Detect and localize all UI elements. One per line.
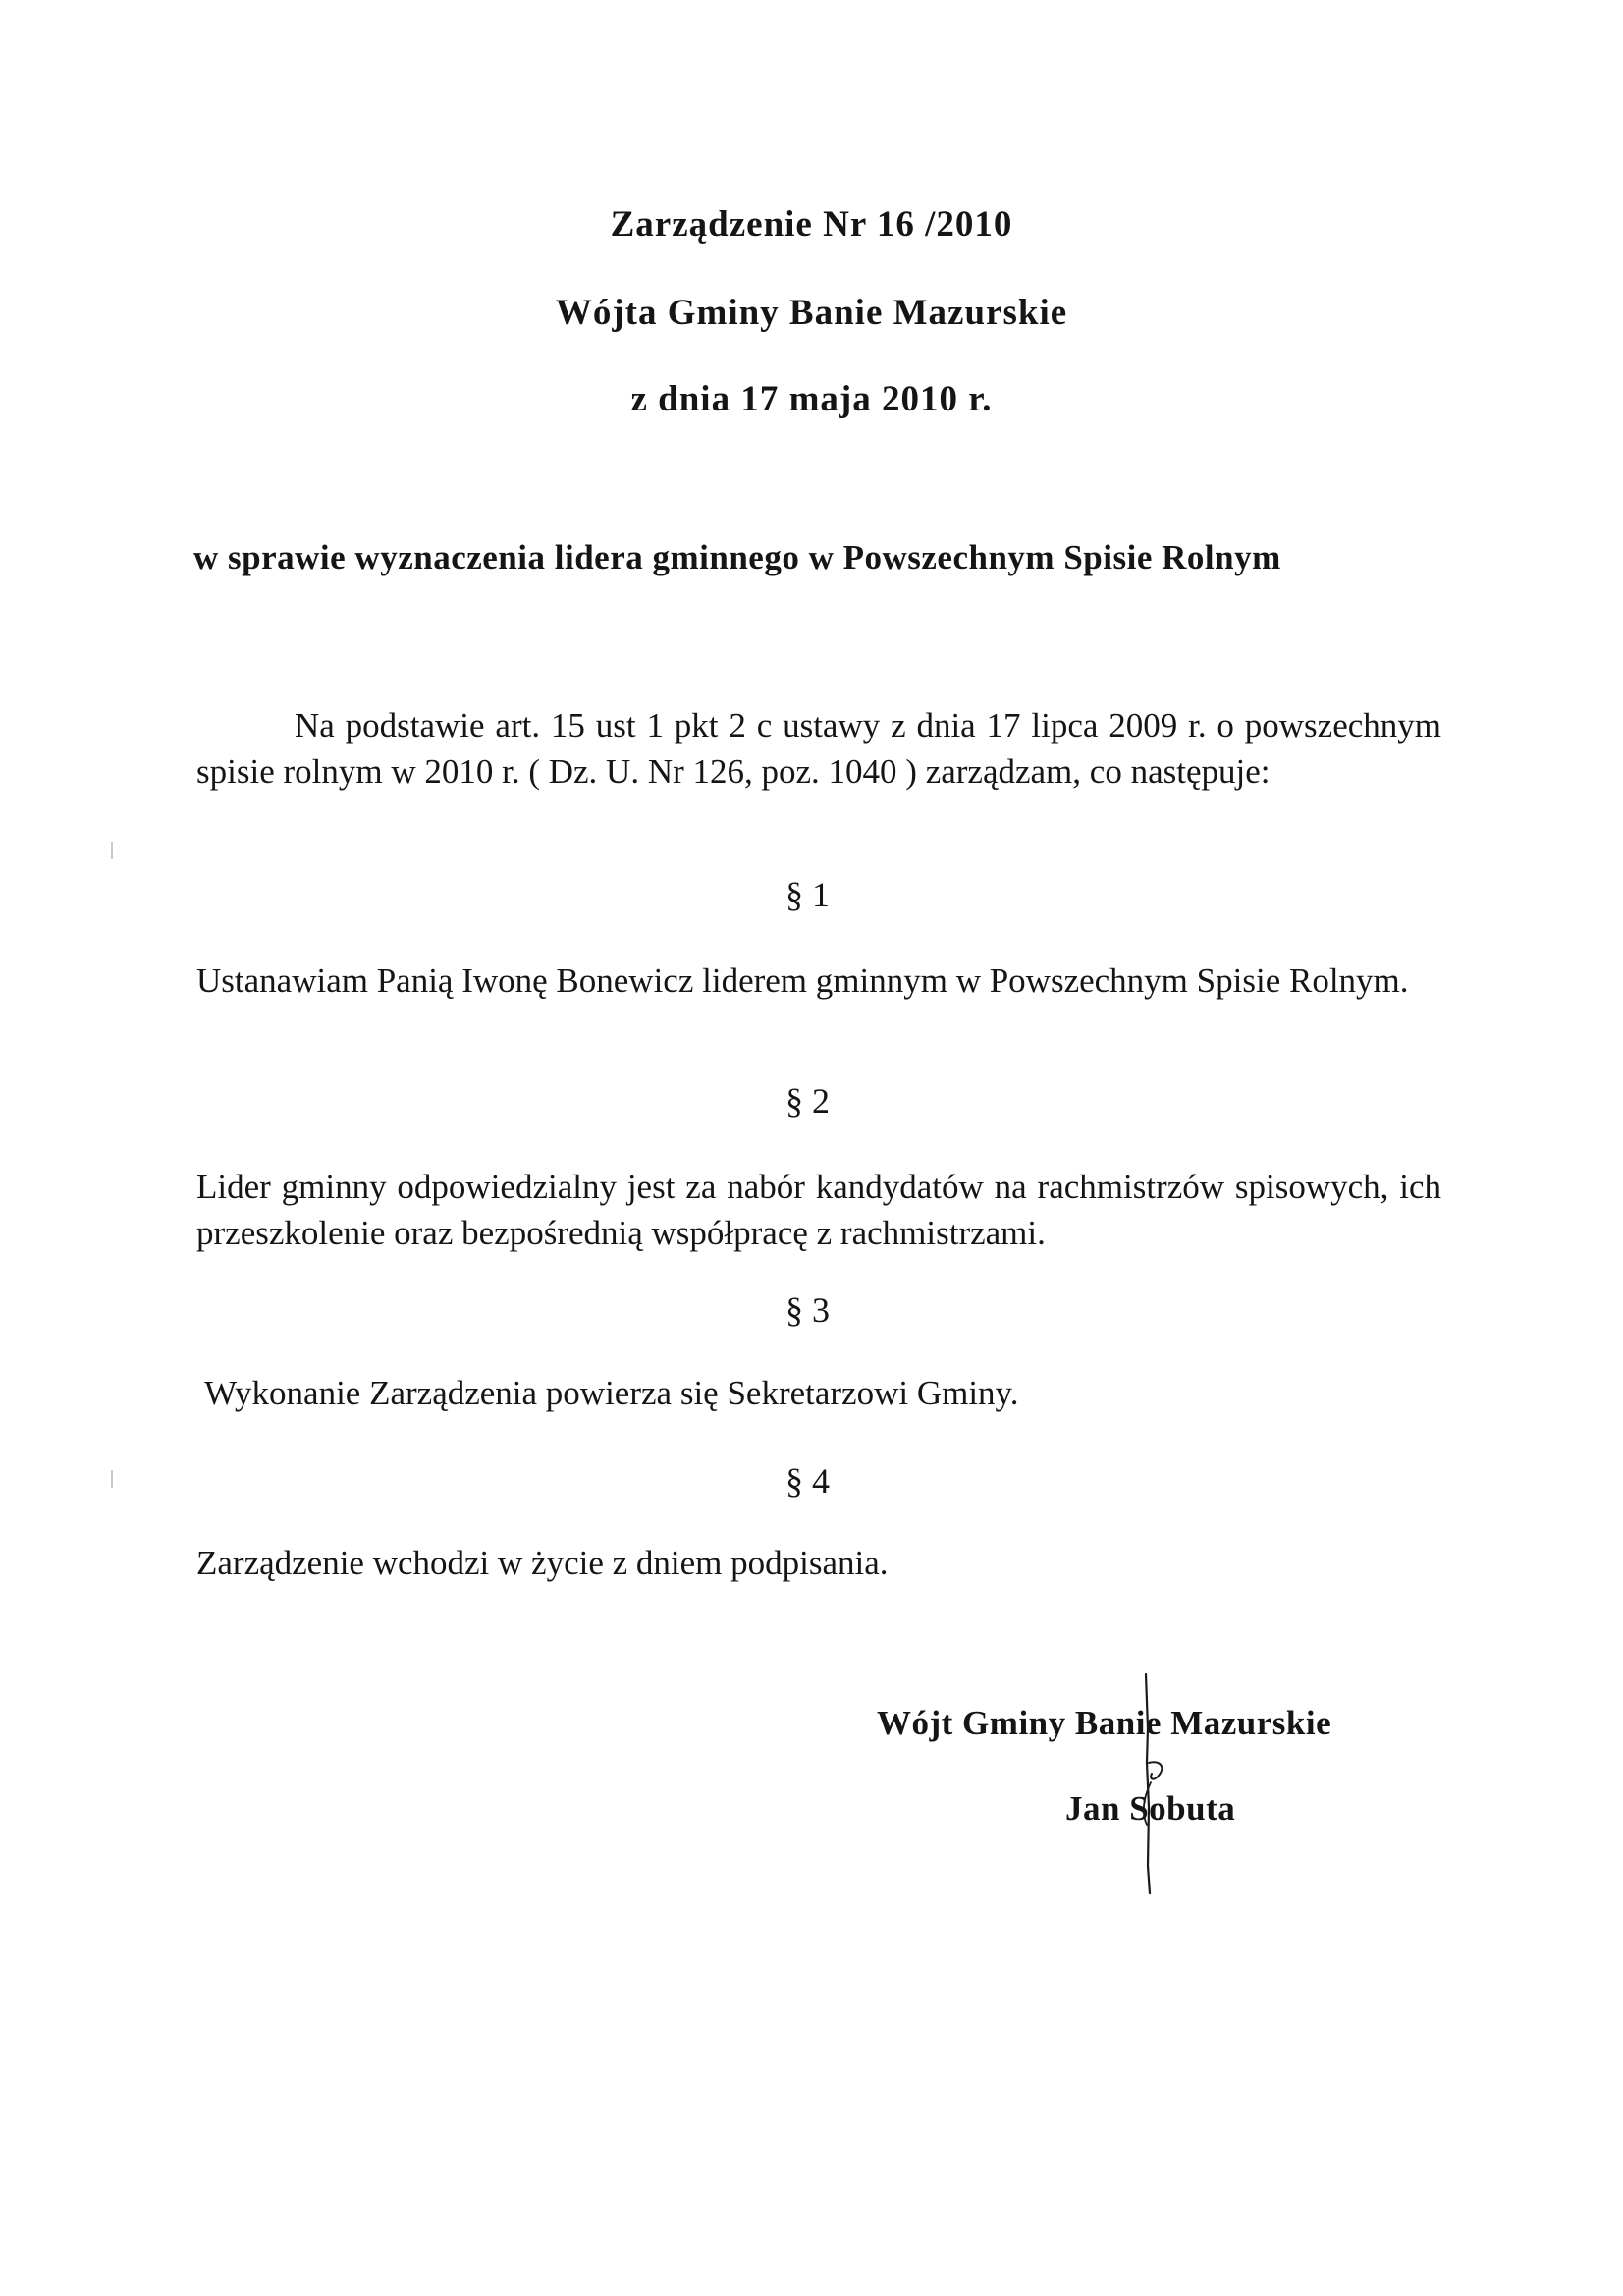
section-mark-1: § 1	[785, 875, 830, 914]
section-mark-2: § 2	[785, 1081, 830, 1121]
section-text-2: Lider gminny odpowiedzialny jest za nabór kandydatów na rachmistrzów spisowych, ich przeszkolenie oraz bezpośrednią współpracę z rachmistrzami.	[196, 1168, 1441, 1252]
date-heading: z dnia 17 maja 2010 r.	[630, 379, 993, 419]
scan-margin-mark	[111, 842, 113, 859]
section-mark-4: § 4	[785, 1461, 830, 1501]
section-text-4: Zarządzenie wchodzi w życie z dniem podpisania.	[196, 1544, 889, 1582]
subject-line: w sprawie wyznaczenia lidera gminnego w Powszechnym Spisie Rolnym	[193, 538, 1281, 576]
preamble-paragraph	[196, 702, 1441, 794]
preamble-text: Na podstawie art. 15 ust 1 pkt 2 c ustawy z dnia 17 lipca 2009 r. o powszechnym spisie rolnym w 2010 r. ( Dz. U. Nr 126, poz. 1040 ) zarządzam, co następuje:	[196, 706, 1441, 791]
order-number-heading: Zarządzenie Nr 16 /2010	[610, 204, 1013, 245]
issuer-heading: Wójta Gminy Banie Mazurskie	[555, 293, 1068, 333]
section-text-3: Wykonanie Zarządzenia powierza się Sekretarzowi Gminy.	[196, 1374, 1019, 1412]
section-text-1: Ustanawiam Panią Iwonę Bonewicz liderem gminnym w Powszechnym Spisie Rolnym.	[196, 961, 1409, 1000]
scan-margin-mark	[111, 1470, 113, 1488]
signatory-name: Jan Sobuta	[1065, 1789, 1236, 1828]
handwritten-signature	[1119, 1669, 1188, 1895]
section-mark-3: § 3	[785, 1290, 830, 1330]
signatory-title: Wójt Gminy Banie Mazurskie	[877, 1704, 1332, 1742]
